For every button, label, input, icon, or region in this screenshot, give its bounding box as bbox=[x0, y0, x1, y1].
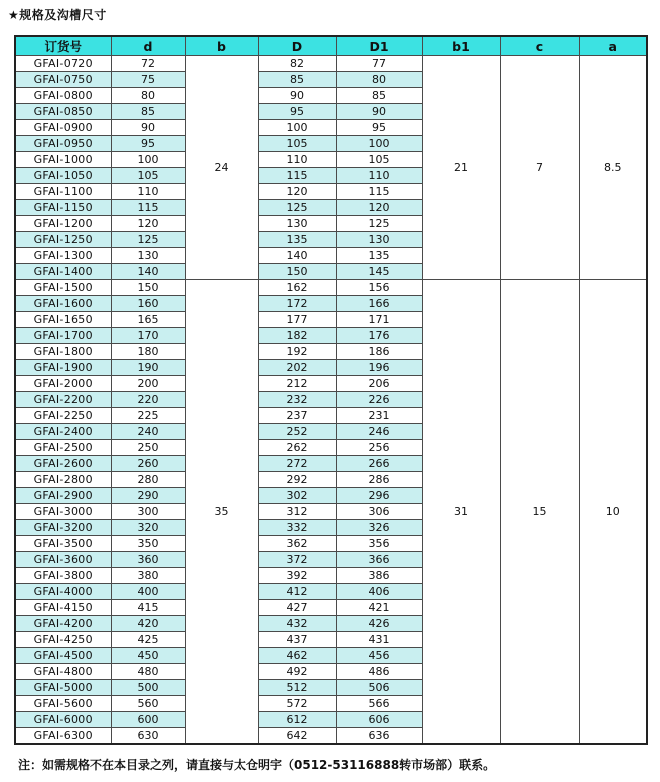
D1-value-cell: 80 bbox=[336, 72, 422, 88]
D-value-cell: 437 bbox=[258, 632, 336, 648]
D-value-cell: 172 bbox=[258, 296, 336, 312]
d-value-cell: 400 bbox=[111, 584, 185, 600]
order-code-cell: GFAI-1700 bbox=[15, 328, 111, 344]
d-value-cell: 350 bbox=[111, 536, 185, 552]
d-value-cell: 300 bbox=[111, 504, 185, 520]
d-value-cell: 115 bbox=[111, 200, 185, 216]
order-code-cell: GFAI-0950 bbox=[15, 136, 111, 152]
D1-value-cell: 171 bbox=[336, 312, 422, 328]
d-value-cell: 630 bbox=[111, 728, 185, 745]
d-value-cell: 450 bbox=[111, 648, 185, 664]
D1-value-cell: 356 bbox=[336, 536, 422, 552]
footnote: 注：如需规格不在本目录之列，请直接与太仓明宇（0512-53116888转市场部）联系。 bbox=[18, 758, 496, 772]
d-value-cell: 560 bbox=[111, 696, 185, 712]
D-value-cell: 90 bbox=[258, 88, 336, 104]
d-value-cell: 80 bbox=[111, 88, 185, 104]
d-value-cell: 415 bbox=[111, 600, 185, 616]
D1-value-cell: 286 bbox=[336, 472, 422, 488]
D1-value-cell: 226 bbox=[336, 392, 422, 408]
D1-value-cell: 306 bbox=[336, 504, 422, 520]
D1-value-cell: 636 bbox=[336, 728, 422, 745]
order-code-cell: GFAI-3200 bbox=[15, 520, 111, 536]
spec-table bbox=[14, 35, 648, 745]
order-code-cell: GFAI-4000 bbox=[15, 584, 111, 600]
b1-merged-cell: 21 bbox=[422, 56, 500, 280]
b1-merged-cell: 31 bbox=[422, 280, 500, 745]
d-value-cell: 240 bbox=[111, 424, 185, 440]
d-value-cell: 320 bbox=[111, 520, 185, 536]
D-value-cell: 272 bbox=[258, 456, 336, 472]
D1-value-cell: 95 bbox=[336, 120, 422, 136]
D-value-cell: 100 bbox=[258, 120, 336, 136]
D1-value-cell: 246 bbox=[336, 424, 422, 440]
D-value-cell: 130 bbox=[258, 216, 336, 232]
D-value-cell: 150 bbox=[258, 264, 336, 280]
order-code-cell: GFAI-1900 bbox=[15, 360, 111, 376]
D-value-cell: 237 bbox=[258, 408, 336, 424]
d-value-cell: 85 bbox=[111, 104, 185, 120]
d-value-cell: 95 bbox=[111, 136, 185, 152]
D1-value-cell: 456 bbox=[336, 648, 422, 664]
d-value-cell: 420 bbox=[111, 616, 185, 632]
D-value-cell: 572 bbox=[258, 696, 336, 712]
D-value-cell: 412 bbox=[258, 584, 336, 600]
D1-value-cell: 186 bbox=[336, 344, 422, 360]
D-value-cell: 372 bbox=[258, 552, 336, 568]
d-value-cell: 600 bbox=[111, 712, 185, 728]
d-value-cell: 165 bbox=[111, 312, 185, 328]
order-code-cell: GFAI-3600 bbox=[15, 552, 111, 568]
d-value-cell: 225 bbox=[111, 408, 185, 424]
order-code-cell: GFAI-2200 bbox=[15, 392, 111, 408]
a-merged-cell: 10 bbox=[579, 280, 647, 745]
D-value-cell: 492 bbox=[258, 664, 336, 680]
d-value-cell: 380 bbox=[111, 568, 185, 584]
D1-value-cell: 196 bbox=[336, 360, 422, 376]
D1-value-cell: 105 bbox=[336, 152, 422, 168]
D1-value-cell: 110 bbox=[336, 168, 422, 184]
order-code-cell: GFAI-3500 bbox=[15, 536, 111, 552]
D-value-cell: 292 bbox=[258, 472, 336, 488]
D-value-cell: 162 bbox=[258, 280, 336, 296]
order-code-cell: GFAI-1200 bbox=[15, 216, 111, 232]
order-code-cell: GFAI-1050 bbox=[15, 168, 111, 184]
order-code-cell: GFAI-0720 bbox=[15, 56, 111, 72]
order-code-cell: GFAI-1300 bbox=[15, 248, 111, 264]
D1-value-cell: 366 bbox=[336, 552, 422, 568]
c-merged-cell: 7 bbox=[500, 56, 579, 280]
D1-value-cell: 256 bbox=[336, 440, 422, 456]
d-value-cell: 110 bbox=[111, 184, 185, 200]
b-merged-cell: 24 bbox=[185, 56, 258, 280]
D1-value-cell: 386 bbox=[336, 568, 422, 584]
D-value-cell: 252 bbox=[258, 424, 336, 440]
d-value-cell: 130 bbox=[111, 248, 185, 264]
d-value-cell: 72 bbox=[111, 56, 185, 72]
d-value-cell: 90 bbox=[111, 120, 185, 136]
D1-value-cell: 145 bbox=[336, 264, 422, 280]
order-code-cell: GFAI-2400 bbox=[15, 424, 111, 440]
d-value-cell: 280 bbox=[111, 472, 185, 488]
order-code-cell: GFAI-3800 bbox=[15, 568, 111, 584]
order-code-cell: GFAI-2900 bbox=[15, 488, 111, 504]
b-merged-cell: 35 bbox=[185, 280, 258, 745]
d-value-cell: 160 bbox=[111, 296, 185, 312]
d-value-cell: 220 bbox=[111, 392, 185, 408]
D-value-cell: 427 bbox=[258, 600, 336, 616]
D-value-cell: 110 bbox=[258, 152, 336, 168]
D1-value-cell: 166 bbox=[336, 296, 422, 312]
D1-value-cell: 431 bbox=[336, 632, 422, 648]
D1-value-cell: 426 bbox=[336, 616, 422, 632]
D-value-cell: 642 bbox=[258, 728, 336, 745]
D-value-cell: 232 bbox=[258, 392, 336, 408]
D-value-cell: 115 bbox=[258, 168, 336, 184]
order-code-cell: GFAI-4800 bbox=[15, 664, 111, 680]
D-value-cell: 312 bbox=[258, 504, 336, 520]
d-value-cell: 190 bbox=[111, 360, 185, 376]
D-value-cell: 182 bbox=[258, 328, 336, 344]
D1-value-cell: 606 bbox=[336, 712, 422, 728]
order-code-cell: GFAI-2500 bbox=[15, 440, 111, 456]
D-value-cell: 512 bbox=[258, 680, 336, 696]
order-code-cell: GFAI-1400 bbox=[15, 264, 111, 280]
d-value-cell: 500 bbox=[111, 680, 185, 696]
D-value-cell: 332 bbox=[258, 520, 336, 536]
col-header-c: c bbox=[500, 36, 579, 56]
order-code-cell: GFAI-4200 bbox=[15, 616, 111, 632]
d-value-cell: 425 bbox=[111, 632, 185, 648]
d-value-cell: 480 bbox=[111, 664, 185, 680]
D1-value-cell: 176 bbox=[336, 328, 422, 344]
order-code-cell: GFAI-0750 bbox=[15, 72, 111, 88]
D-value-cell: 362 bbox=[258, 536, 336, 552]
order-code-cell: GFAI-1600 bbox=[15, 296, 111, 312]
D1-value-cell: 135 bbox=[336, 248, 422, 264]
order-code-cell: GFAI-1800 bbox=[15, 344, 111, 360]
D1-value-cell: 206 bbox=[336, 376, 422, 392]
d-value-cell: 100 bbox=[111, 152, 185, 168]
D-value-cell: 177 bbox=[258, 312, 336, 328]
table-body bbox=[15, 56, 647, 745]
d-value-cell: 140 bbox=[111, 264, 185, 280]
D-value-cell: 202 bbox=[258, 360, 336, 376]
D-value-cell: 120 bbox=[258, 184, 336, 200]
d-value-cell: 150 bbox=[111, 280, 185, 296]
order-code-cell: GFAI-3000 bbox=[15, 504, 111, 520]
D1-value-cell: 406 bbox=[336, 584, 422, 600]
D-value-cell: 192 bbox=[258, 344, 336, 360]
order-code-cell: GFAI-2800 bbox=[15, 472, 111, 488]
D1-value-cell: 77 bbox=[336, 56, 422, 72]
D-value-cell: 95 bbox=[258, 104, 336, 120]
order-code-cell: GFAI-1650 bbox=[15, 312, 111, 328]
D1-value-cell: 125 bbox=[336, 216, 422, 232]
D-value-cell: 462 bbox=[258, 648, 336, 664]
col-header-d: d bbox=[111, 36, 185, 56]
order-code-cell: GFAI-0900 bbox=[15, 120, 111, 136]
D1-value-cell: 326 bbox=[336, 520, 422, 536]
a-merged-cell: 8.5 bbox=[579, 56, 647, 280]
D1-value-cell: 296 bbox=[336, 488, 422, 504]
order-code-cell: GFAI-1000 bbox=[15, 152, 111, 168]
order-code-cell: GFAI-0850 bbox=[15, 104, 111, 120]
col-header-D1: D1 bbox=[336, 36, 422, 56]
order-code-cell: GFAI-2000 bbox=[15, 376, 111, 392]
order-code-cell: GFAI-5600 bbox=[15, 696, 111, 712]
d-value-cell: 200 bbox=[111, 376, 185, 392]
order-code-cell: GFAI-2600 bbox=[15, 456, 111, 472]
c-merged-cell: 15 bbox=[500, 280, 579, 745]
D-value-cell: 392 bbox=[258, 568, 336, 584]
D-value-cell: 82 bbox=[258, 56, 336, 72]
d-value-cell: 250 bbox=[111, 440, 185, 456]
d-value-cell: 105 bbox=[111, 168, 185, 184]
order-code-cell: GFAI-5000 bbox=[15, 680, 111, 696]
order-code-cell: GFAI-2250 bbox=[15, 408, 111, 424]
D-value-cell: 212 bbox=[258, 376, 336, 392]
D1-value-cell: 266 bbox=[336, 456, 422, 472]
D1-value-cell: 115 bbox=[336, 184, 422, 200]
order-code-cell: GFAI-4150 bbox=[15, 600, 111, 616]
order-code-cell: GFAI-1100 bbox=[15, 184, 111, 200]
order-code-cell: GFAI-1150 bbox=[15, 200, 111, 216]
table-row bbox=[15, 280, 647, 296]
col-header-b: b bbox=[185, 36, 258, 56]
D-value-cell: 105 bbox=[258, 136, 336, 152]
D1-value-cell: 421 bbox=[336, 600, 422, 616]
col-header-D: D bbox=[258, 36, 336, 56]
d-value-cell: 170 bbox=[111, 328, 185, 344]
d-value-cell: 290 bbox=[111, 488, 185, 504]
D-value-cell: 612 bbox=[258, 712, 336, 728]
D-value-cell: 432 bbox=[258, 616, 336, 632]
d-value-cell: 75 bbox=[111, 72, 185, 88]
d-value-cell: 260 bbox=[111, 456, 185, 472]
D1-value-cell: 90 bbox=[336, 104, 422, 120]
D-value-cell: 135 bbox=[258, 232, 336, 248]
D1-value-cell: 130 bbox=[336, 232, 422, 248]
order-code-cell: GFAI-4250 bbox=[15, 632, 111, 648]
header-row bbox=[15, 36, 647, 56]
order-code-cell: GFAI-0800 bbox=[15, 88, 111, 104]
D-value-cell: 125 bbox=[258, 200, 336, 216]
d-value-cell: 125 bbox=[111, 232, 185, 248]
order-code-cell: GFAI-4500 bbox=[15, 648, 111, 664]
D1-value-cell: 100 bbox=[336, 136, 422, 152]
order-code-cell: GFAI-6300 bbox=[15, 728, 111, 745]
D-value-cell: 302 bbox=[258, 488, 336, 504]
table-row bbox=[15, 56, 647, 72]
col-header-a: a bbox=[579, 36, 647, 56]
col-header-b1: b1 bbox=[422, 36, 500, 56]
d-value-cell: 180 bbox=[111, 344, 185, 360]
d-value-cell: 120 bbox=[111, 216, 185, 232]
order-code-cell: GFAI-1500 bbox=[15, 280, 111, 296]
D-value-cell: 140 bbox=[258, 248, 336, 264]
D1-value-cell: 506 bbox=[336, 680, 422, 696]
D-value-cell: 85 bbox=[258, 72, 336, 88]
D1-value-cell: 231 bbox=[336, 408, 422, 424]
col-header-order-no: 订货号 bbox=[15, 36, 111, 56]
page-title: ★规格及沟槽尺寸 bbox=[8, 8, 107, 22]
D1-value-cell: 156 bbox=[336, 280, 422, 296]
D1-value-cell: 566 bbox=[336, 696, 422, 712]
order-code-cell: GFAI-1250 bbox=[15, 232, 111, 248]
D1-value-cell: 85 bbox=[336, 88, 422, 104]
order-code-cell: GFAI-6000 bbox=[15, 712, 111, 728]
D-value-cell: 262 bbox=[258, 440, 336, 456]
D1-value-cell: 486 bbox=[336, 664, 422, 680]
D1-value-cell: 120 bbox=[336, 200, 422, 216]
d-value-cell: 360 bbox=[111, 552, 185, 568]
